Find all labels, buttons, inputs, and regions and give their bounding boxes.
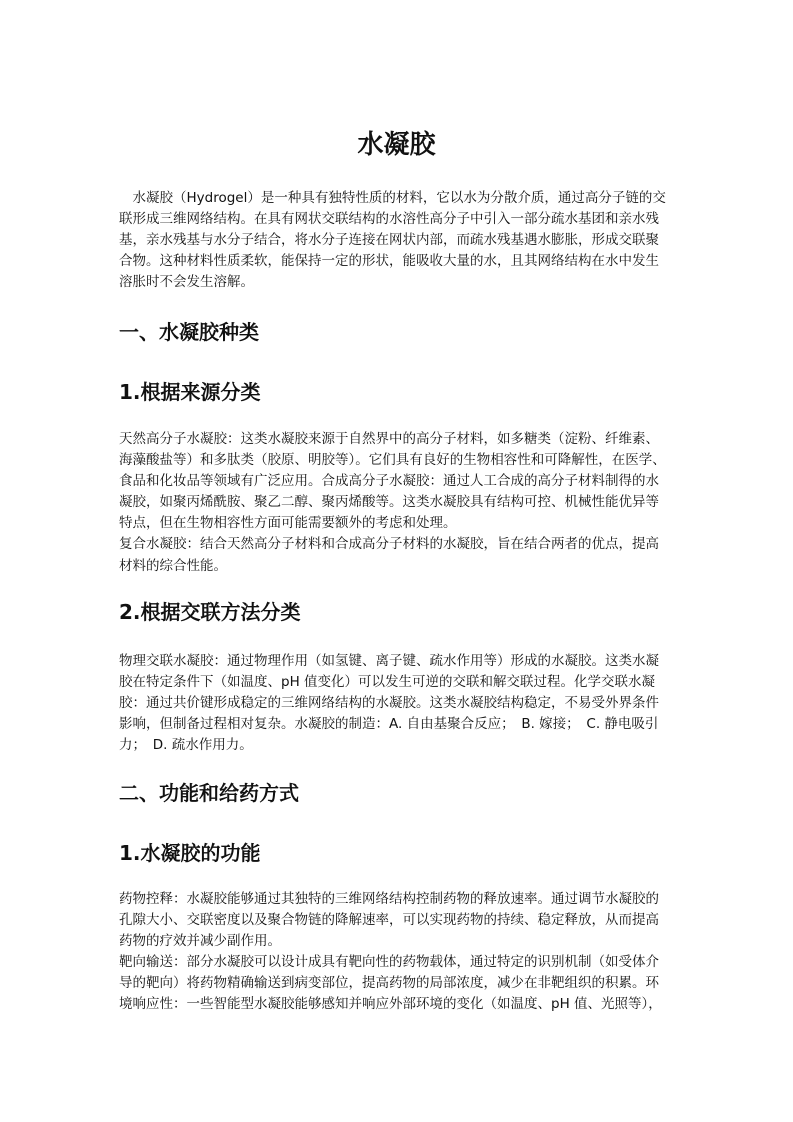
text-line: 药物的疗效并减少副作用。	[119, 933, 281, 950]
intro-paragraph	[119, 188, 679, 293]
text-line: 药物控释：水凝胶能够通过其独特的三维网络结构控制药物的释放速率。通过调节水凝胶的	[119, 891, 659, 907]
text-line: 基，亲水残基与水分子结合，将水分子连接在网状内部，而疏水残基遇水膨胀，形成交联聚	[119, 232, 659, 249]
subheading-by-crosslink: 2.根据交联方法分类	[119, 600, 301, 624]
text-line: 特点，但在生物相容性方面可能需要额外的考虑和处理。	[119, 515, 457, 532]
subheading-functions: 1.水凝胶的功能	[119, 841, 261, 865]
text-line: 联形成三维网络结构。在具有网状交联结构的水溶性高分子中引入一部分疏水基团和亲水残	[119, 211, 659, 228]
section-heading-functions: 二、功能和给药方式	[119, 781, 299, 805]
text-line: 力； D. 疏水作用力。	[119, 737, 253, 754]
text-line: 溶胀时不会发生溶解。	[119, 274, 254, 291]
text-line: 食品和化妆品等领域有广泛应用。合成高分子水凝胶：通过人工合成的高分子材料制得的水	[119, 473, 659, 490]
section-heading-types: 一、水凝胶种类	[119, 320, 259, 344]
text-line: 影响，但制备过程相对复杂。水凝胶的制造：A. 自由基聚合反应； B. 嫁接； C. 静电吸引	[119, 716, 659, 733]
text-line: 凝胶，如聚丙烯酰胺、聚乙二醇、聚丙烯酸等。这类水凝胶具有结构可控、机械性能优异等	[119, 494, 659, 511]
text-line: 胶：通过共价键形成稳定的三维网络结构的水凝胶。这类水凝胶结构稳定，不易受外界条件	[119, 695, 659, 712]
text-line: 水凝胶（Hydrogel）是一种具有独特性质的材料，它以水为分散介质，通过高分子链的交	[119, 190, 666, 206]
text-line: 靶向输送：部分水凝胶可以设计成具有靶向性的药物载体，通过特定的识别机制（如受体介	[119, 954, 659, 971]
paragraph-functions	[119, 889, 679, 1016]
subheading-by-source: 1.根据来源分类	[119, 380, 261, 404]
document-title: 水凝胶	[357, 130, 436, 160]
text-line: 天然高分子水凝胶：这类水凝胶来源于自然界中的高分子材料，如多糖类（淀粉、纤维素、	[119, 431, 659, 447]
text-line: 孔隙大小、交联密度以及聚合物链的降解速率，可以实现药物的持续、稳定释放，从而提高	[119, 912, 659, 929]
text-line: 复合水凝胶：结合天然高分子材料和合成高分子材料的水凝胶，旨在结合两者的优点，提高	[119, 536, 659, 553]
text-line: 合物。这种材料性质柔软，能保持一定的形状，能吸收大量的水，且其网络结构在水中发生	[119, 253, 659, 270]
text-line: 导的靶向）将药物精确输送到病变部位，提高药物的局部浓度，减少在非靶组织的积累。环	[119, 975, 659, 992]
paragraph-by-crosslink	[119, 651, 679, 756]
text-line: 胶在特定条件下（如温度、pH 值变化）可以发生可逆的交联和解交联过程。化学交联水凝	[119, 674, 656, 691]
paragraph-by-source	[119, 429, 679, 577]
text-line: 物理交联水凝胶：通过物理作用（如氢键、离子键、疏水作用等）形成的水凝胶。这类水凝	[119, 653, 659, 669]
text-line: 境响应性：一些智能型水凝胶能够感知并响应外部环境的变化（如温度、pH 值、光照等），	[119, 996, 662, 1013]
text-line: 海藻酸盐等）和多肽类（胶原、明胶等）。它们具有良好的生物相容性和可降解性，在医学、	[119, 452, 666, 469]
text-line: 材料的综合性能。	[119, 557, 227, 574]
